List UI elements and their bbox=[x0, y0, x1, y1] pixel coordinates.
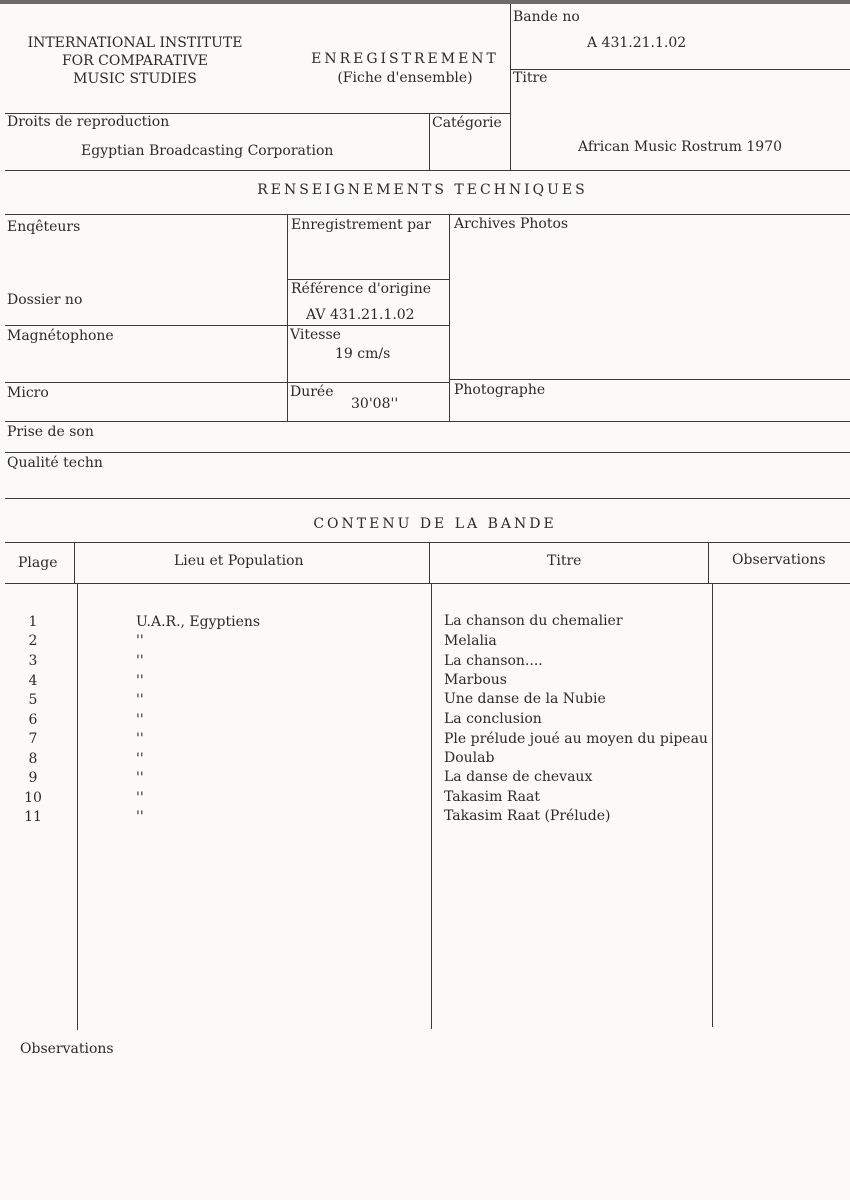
divider bbox=[708, 542, 709, 583]
divider bbox=[5, 113, 510, 114]
row-lieu: U.A.R., Egyptiens bbox=[136, 614, 261, 630]
categorie-label: Catégorie bbox=[432, 115, 502, 131]
prise-de-son-label: Prise de son bbox=[7, 424, 94, 440]
column-header-titre: Titre bbox=[547, 553, 582, 569]
titre-label: Titre bbox=[513, 70, 548, 86]
row-titre: Marbous bbox=[444, 672, 507, 688]
row-titre: Doulab bbox=[444, 750, 495, 766]
divider bbox=[74, 542, 75, 583]
row-plage: 7 bbox=[28, 731, 38, 747]
row-titre: Takasim Raat bbox=[444, 789, 540, 805]
duree-label: Durée bbox=[290, 384, 334, 400]
divider bbox=[5, 170, 850, 171]
row-plage: 6 bbox=[28, 712, 38, 728]
row-lieu: '' bbox=[136, 673, 144, 689]
divider bbox=[429, 542, 430, 583]
archives-photos-label: Archives Photos bbox=[454, 216, 569, 232]
enqueteurs-label: Enqêteurs bbox=[7, 219, 81, 235]
row-titre: Ple prélude joué au moyen du pipeau bbox=[444, 731, 708, 747]
qualite-label: Qualité techn bbox=[7, 455, 103, 471]
reference-value: AV 431.21.1.02 bbox=[306, 307, 415, 323]
row-titre: La chanson du chemalier bbox=[444, 613, 623, 629]
row-lieu: '' bbox=[136, 653, 144, 669]
micro-label: Micro bbox=[7, 385, 49, 401]
divider bbox=[77, 583, 78, 1030]
divider bbox=[287, 214, 288, 422]
divider bbox=[449, 214, 450, 422]
reference-label: Référence d'origine bbox=[291, 281, 432, 297]
row-plage: 9 bbox=[28, 770, 38, 786]
divider bbox=[5, 325, 449, 326]
row-titre: Melalia bbox=[444, 633, 497, 649]
row-lieu: '' bbox=[136, 809, 144, 825]
divider bbox=[5, 542, 850, 543]
observations-label: Observations bbox=[20, 1041, 114, 1057]
row-titre: La chanson.... bbox=[444, 653, 543, 669]
row-plage: 1 bbox=[28, 614, 38, 630]
column-header-observations: Observations bbox=[732, 552, 826, 568]
divider bbox=[510, 69, 850, 70]
row-plage: 4 bbox=[28, 673, 38, 689]
enregistrement-par-label: Enregistrement par bbox=[291, 217, 432, 233]
row-lieu: '' bbox=[136, 751, 144, 767]
technical-section-title: RENSEIGNEMENTS TECHNIQUES bbox=[257, 182, 588, 198]
column-header-lieu: Lieu et Population bbox=[174, 553, 304, 569]
institute-line-3: MUSIC STUDIES bbox=[73, 71, 197, 87]
droits-value: Egyptian Broadcasting Corporation bbox=[81, 143, 334, 159]
divider bbox=[5, 421, 850, 422]
row-titre: La conclusion bbox=[444, 711, 542, 727]
duree-value: 30'08'' bbox=[351, 396, 399, 412]
row-titre: Takasim Raat (Prélude) bbox=[444, 808, 611, 824]
bande-label: Bande no bbox=[513, 9, 580, 25]
bande-value: A 431.21.1.02 bbox=[587, 35, 687, 51]
institute-line-1: INTERNATIONAL INSTITUTE bbox=[27, 35, 243, 51]
divider bbox=[5, 382, 449, 383]
divider bbox=[5, 452, 850, 453]
row-plage: 2 bbox=[28, 633, 38, 649]
divider bbox=[431, 583, 432, 1029]
contents-section-title: CONTENU DE LA BANDE bbox=[313, 516, 557, 532]
vitesse-value: 19 cm/s bbox=[335, 346, 391, 362]
row-plage: 10 bbox=[24, 790, 42, 806]
photographe-label: Photographe bbox=[454, 382, 546, 398]
dossier-label: Dossier no bbox=[7, 292, 83, 308]
row-plage: 5 bbox=[28, 692, 38, 708]
divider bbox=[5, 498, 850, 499]
institute-name bbox=[10, 34, 260, 88]
row-lieu: '' bbox=[136, 633, 144, 649]
vitesse-label: Vitesse bbox=[290, 327, 341, 343]
row-lieu: '' bbox=[136, 770, 144, 786]
row-plage: 11 bbox=[24, 809, 42, 825]
divider bbox=[449, 379, 850, 380]
magnetophone-label: Magnétophone bbox=[7, 328, 114, 344]
divider bbox=[287, 279, 449, 280]
column-header-plage: Plage bbox=[18, 555, 58, 571]
page-top-edge bbox=[0, 0, 850, 4]
divider bbox=[712, 583, 713, 1027]
row-titre: La danse de chevaux bbox=[444, 769, 593, 785]
institute-line-2: FOR COMPARATIVE bbox=[61, 53, 209, 69]
row-plage: 8 bbox=[28, 751, 38, 767]
row-lieu: '' bbox=[136, 790, 144, 806]
droits-label: Droits de reproduction bbox=[7, 114, 170, 130]
divider bbox=[510, 4, 511, 170]
divider bbox=[5, 583, 850, 584]
row-titre: Une danse de la Nubie bbox=[444, 691, 606, 707]
row-lieu: '' bbox=[136, 731, 144, 747]
divider bbox=[429, 113, 430, 170]
divider bbox=[5, 214, 850, 215]
row-lieu: '' bbox=[136, 692, 144, 708]
row-lieu: '' bbox=[136, 712, 144, 728]
form-subtitle: (Fiche d'ensemble) bbox=[337, 70, 473, 86]
form-title: ENREGISTREMENT bbox=[311, 51, 499, 67]
titre-value: African Music Rostrum 1970 bbox=[578, 139, 783, 155]
row-plage: 3 bbox=[28, 653, 38, 669]
